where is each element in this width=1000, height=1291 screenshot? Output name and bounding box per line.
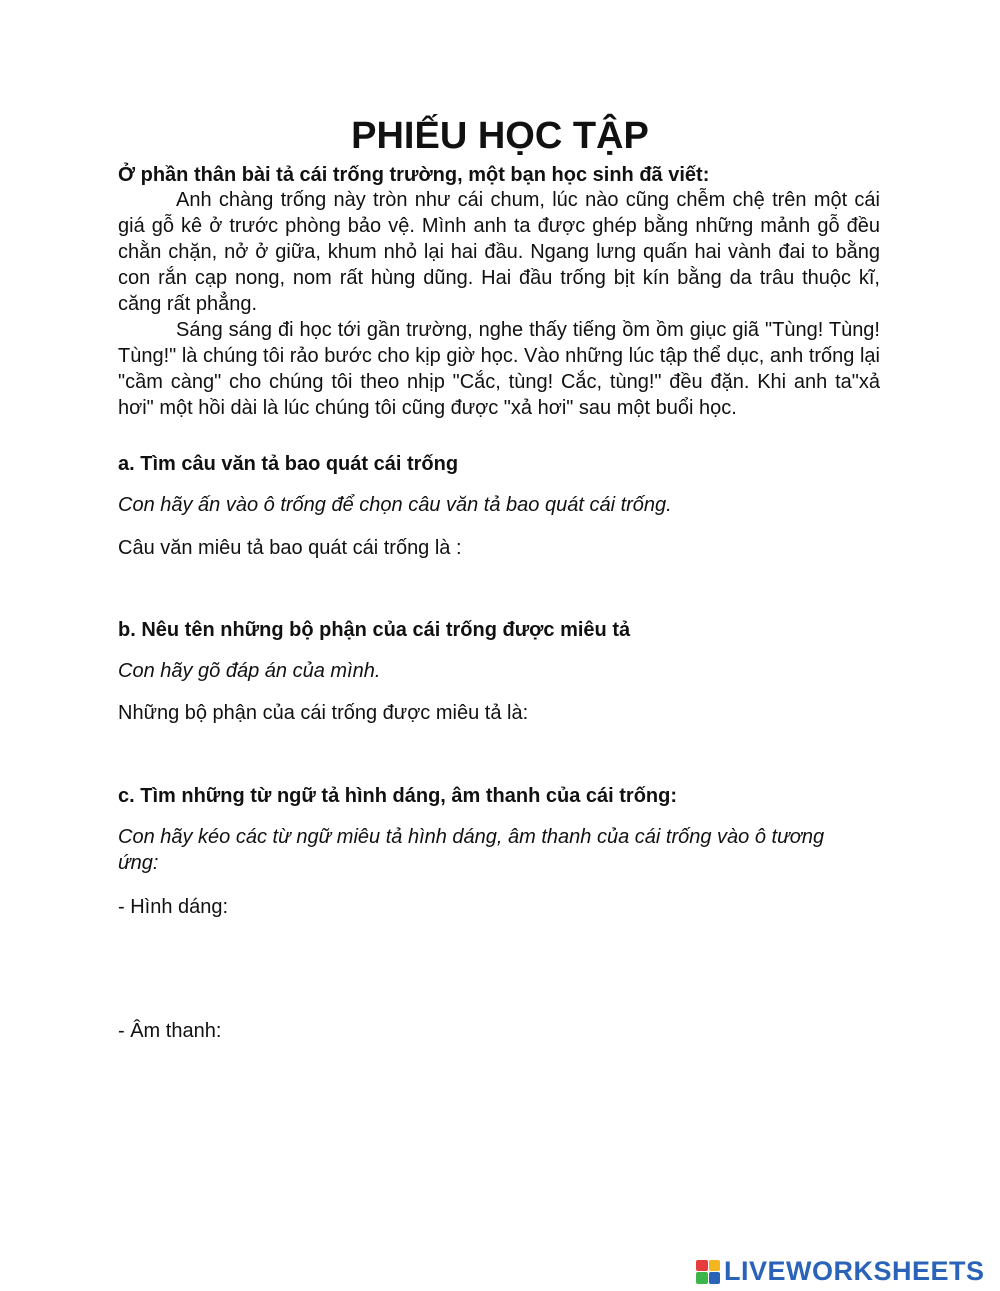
- section-a-prompt: Câu văn miêu tả bao quát cái trống là :: [118, 537, 462, 559]
- section-c-instruction: Con hãy kéo các từ ngữ miêu tả hình dáng, âm thanh của cái trống vào ô tương ứng:: [118, 826, 825, 874]
- intro-text: Ở phần thân bài tả cái trống trường, một bạn học sinh đã viết:: [118, 164, 710, 186]
- liveworksheets-logo: [696, 1256, 985, 1287]
- logo-text: LIVEWORKSHEETS: [724, 1256, 985, 1286]
- section-b-prompt: Những bộ phận của cái trống được miêu tả là:: [118, 702, 529, 724]
- shape-label: - Hình dáng:: [118, 896, 229, 918]
- section-b-instruction: Con hãy gõ đáp án của mình.: [118, 660, 381, 682]
- logo-square-yellow: [709, 1260, 721, 1272]
- logo-square-red: [696, 1260, 708, 1272]
- section-a-instruction: Con hãy ấn vào ô trống để chọn câu văn tả bao quát cái trống.: [118, 494, 672, 516]
- sound-label: - Âm thanh:: [118, 1020, 222, 1042]
- page-title: PHIẾU HỌC TẬP: [351, 115, 649, 157]
- section-c-heading: c. Tìm những từ ngữ tả hình dáng, âm thanh của cái trống:: [118, 785, 678, 807]
- logo-mark-icon: [696, 1260, 720, 1284]
- passage-paragraph-2: Sáng sáng đi học tới gần trường, nghe thấy tiếng ồm ồm giục giã "Tùng! Tùng! Tùng!" là chúng tôi rảo bước cho kịp giờ học. Vào những lúc tập thể dục, anh trống lại "cầm càng" cho chúng tôi theo nhịp "Cắc, tùng! Cắc, tùng!" đều đặn. Khi anh ta"xả hơi" một hồi dài là lúc chúng tôi cũng được "xả hơi" sau một buổi học.: [118, 319, 880, 419]
- logo-square-blue: [709, 1272, 721, 1284]
- section-a-heading: a. Tìm câu văn tả bao quát cái trống: [118, 453, 459, 475]
- reading-passage: [118, 187, 880, 421]
- passage-paragraph-1: Anh chàng trống này tròn như cái chum, lúc nào cũng chễm chệ trên một cái giá gỗ kê ở trước phòng bảo vệ. Mình anh ta được ghép bằng những mảnh gỗ đều chằn chặn, nở ở giữa, khum nhỏ lại hai đầu. Ngang lưng quấn hai vành đai to bằng con rắn cạp nong, nom rất hùng dũng. Hai đầu trống bịt kín bằng da trâu thuộc kĩ, căng rất phẳng.: [118, 189, 880, 315]
- logo-square-green: [696, 1272, 708, 1284]
- section-b-heading: b. Nêu tên những bộ phận của cái trống được miêu tả: [118, 619, 631, 641]
